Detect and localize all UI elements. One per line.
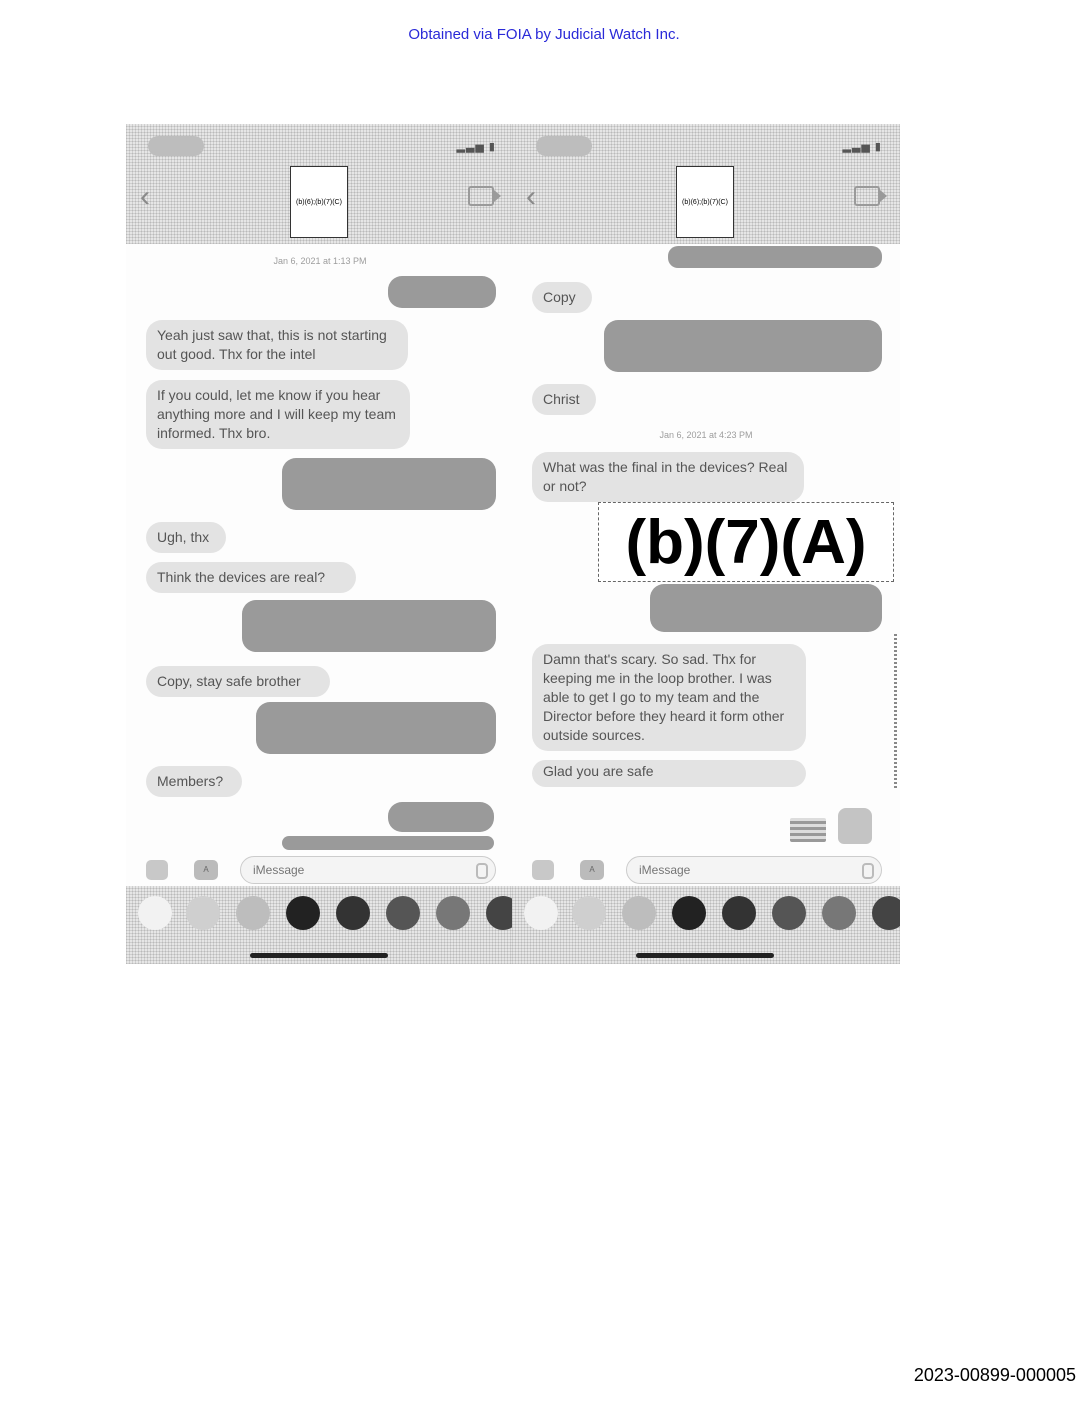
contact-redaction-box: (b)(6);(b)(7)(C) bbox=[290, 166, 348, 238]
back-chevron-icon[interactable]: ‹ bbox=[140, 180, 150, 213]
date-stamp: Jan 6, 2021 at 4:23 PM bbox=[659, 430, 753, 440]
incoming-message-bubble: Damn that's scary. So sad. Thx for keeping me in the loop brother. I was able to get I go to my team and the Director before they heard it form other outside sources. bbox=[532, 644, 806, 751]
outgoing-bubble-redacted bbox=[282, 836, 494, 850]
app-drawer bbox=[512, 886, 900, 964]
facetime-video-icon[interactable] bbox=[468, 186, 494, 206]
music-app-icon[interactable] bbox=[336, 896, 370, 930]
camera-icon[interactable] bbox=[532, 860, 554, 880]
date-stamp: Jan 6, 2021 at 1:13 PM bbox=[273, 256, 367, 266]
back-chevron-icon[interactable]: ‹ bbox=[526, 180, 536, 213]
digital-touch-icon[interactable] bbox=[286, 896, 320, 930]
contact-redaction-box: (b)(6);(b)(7)(C) bbox=[676, 166, 734, 238]
images-search-icon[interactable] bbox=[772, 896, 806, 930]
imessage-input[interactable] bbox=[240, 856, 496, 884]
incoming-message-bubble: Members? bbox=[146, 766, 242, 797]
scroll-indicator bbox=[894, 632, 897, 788]
incoming-message-bubble: Christ bbox=[532, 384, 596, 415]
microphone-icon[interactable] bbox=[862, 863, 874, 879]
incoming-message-bubble: Copy, stay safe brother bbox=[146, 666, 330, 697]
app-icon[interactable] bbox=[486, 896, 514, 930]
status-time-pill bbox=[536, 136, 592, 156]
incoming-message-bubble: Yeah just saw that, this is not starting out good. Thx for the intel bbox=[146, 320, 408, 370]
outgoing-bubble-redacted bbox=[388, 276, 496, 308]
photos-app-icon[interactable] bbox=[138, 896, 172, 930]
bates-number: 2023-00899-000005 bbox=[913, 1365, 1076, 1385]
photos-app-icon[interactable] bbox=[524, 896, 558, 930]
outgoing-bubble-redacted bbox=[604, 320, 882, 372]
outgoing-bubble-redacted bbox=[256, 702, 496, 754]
store-app-icon[interactable] bbox=[572, 896, 606, 930]
memoji-app-icon[interactable] bbox=[622, 896, 656, 930]
outgoing-bubble-redacted bbox=[650, 584, 882, 632]
app-icon[interactable] bbox=[436, 896, 470, 930]
incoming-message-bubble: If you could, let me know if you hear anything more and I will keep my team informed. Thx bro. bbox=[146, 380, 410, 449]
incoming-message-bubble: Copy bbox=[532, 282, 592, 313]
outgoing-bubble-redacted bbox=[282, 458, 496, 510]
incoming-message-bubble: Think the devices are real? bbox=[146, 562, 356, 593]
digital-touch-icon[interactable] bbox=[672, 896, 706, 930]
status-time-pill bbox=[148, 136, 204, 156]
facetime-video-icon[interactable] bbox=[854, 186, 880, 206]
outgoing-bubble-redacted bbox=[668, 246, 882, 268]
app-store-icon[interactable]: A bbox=[194, 860, 218, 880]
images-search-icon[interactable] bbox=[386, 896, 420, 930]
conversation-header bbox=[512, 124, 900, 244]
home-indicator bbox=[636, 953, 774, 958]
incoming-message-bubble: What was the final in the devices? Real or not? bbox=[532, 452, 804, 502]
music-app-icon[interactable] bbox=[722, 896, 756, 930]
microphone-icon[interactable] bbox=[476, 863, 488, 879]
left-phone-screenshot bbox=[126, 124, 514, 964]
incoming-message-bubble: Ugh, thx bbox=[146, 522, 226, 553]
signal-battery-icon: ▂▃▅ ▮ bbox=[456, 141, 496, 153]
camera-icon[interactable] bbox=[146, 860, 168, 880]
home-indicator bbox=[250, 953, 388, 958]
outgoing-bubble-redacted bbox=[242, 600, 496, 652]
store-app-icon[interactable] bbox=[186, 896, 220, 930]
app-icon[interactable] bbox=[872, 896, 900, 930]
imessage-input[interactable] bbox=[626, 856, 882, 884]
outgoing-bubble-redacted bbox=[388, 802, 494, 832]
app-drawer bbox=[126, 886, 514, 964]
redaction-box: (b)(7)(A) bbox=[598, 502, 894, 582]
memoji-app-icon[interactable] bbox=[236, 896, 270, 930]
conversation-header bbox=[126, 124, 514, 244]
app-icon[interactable] bbox=[822, 896, 856, 930]
flag-sticker-icon bbox=[790, 818, 826, 842]
foia-source-note: Obtained via FOIA by Judicial Watch Inc. bbox=[408, 26, 680, 43]
app-store-icon[interactable]: A bbox=[580, 860, 604, 880]
incoming-message-bubble: Glad you are safe bbox=[532, 760, 806, 787]
thumbs-up-icon bbox=[838, 808, 872, 844]
signal-battery-icon: ▂▃▅ ▮ bbox=[842, 141, 882, 153]
